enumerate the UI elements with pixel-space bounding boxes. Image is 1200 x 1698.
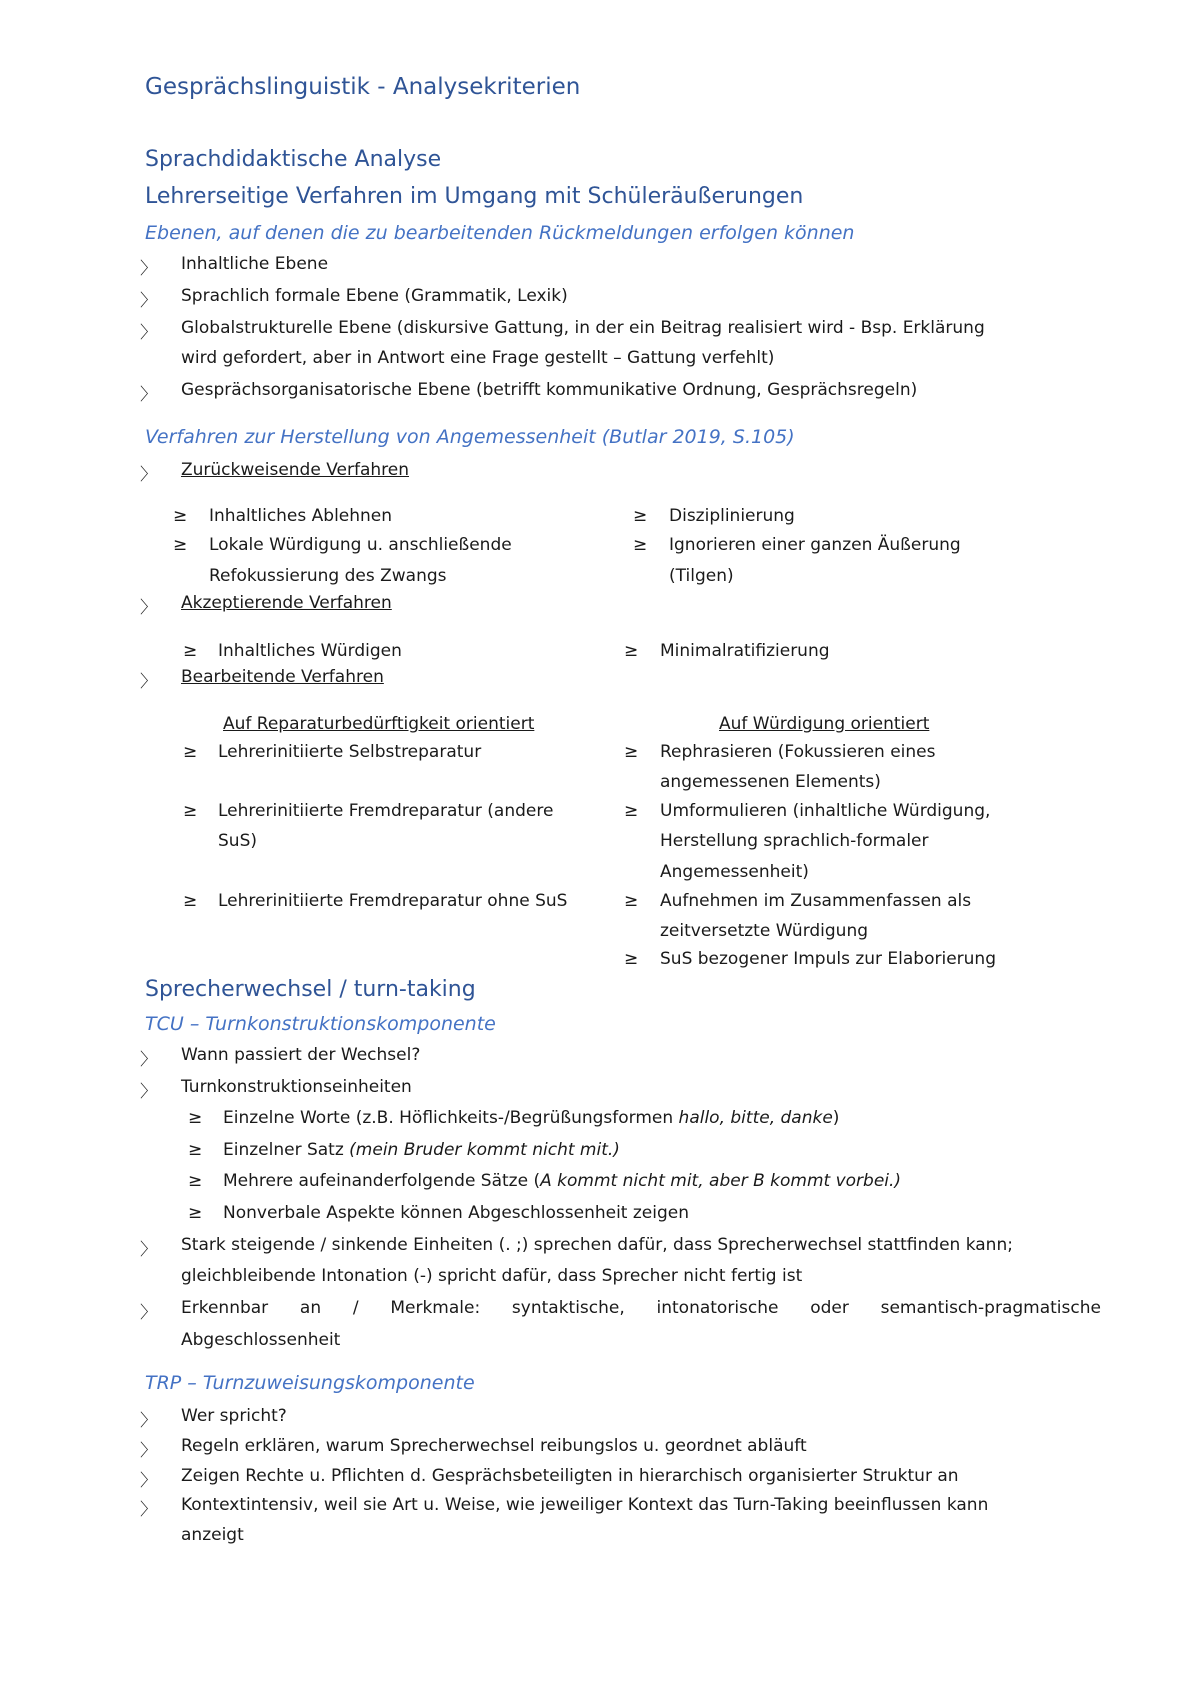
item-tail: )	[832, 1108, 840, 1128]
geq-bullet-icon: ≥	[183, 641, 198, 661]
geq-bullet-icon: ≥	[624, 742, 639, 762]
list-item-continuation: wird gefordert, aber in Antwort eine Frage gestellt – Gattung verfehlt)	[181, 348, 775, 368]
arrow-bullet-icon: 〉	[140, 1050, 157, 1070]
list-item-continuation: (Tilgen)	[669, 566, 734, 586]
geq-bullet-icon: ≥	[624, 641, 639, 661]
arrow-bullet-icon: 〉	[140, 465, 157, 485]
list-item: Regeln erklären, warum Sprecherwechsel reibungslos u. geordnet abläuft	[181, 1436, 807, 1456]
arrow-bullet-icon: 〉	[140, 1082, 157, 1102]
column-heading-reparatur: Auf Reparaturbedürftigkeit orientiert	[223, 714, 535, 734]
list-item: Lokale Würdigung u. anschließende	[209, 535, 512, 555]
word: semantisch-pragmatische	[880, 1298, 1101, 1318]
list-item: Wer spricht?	[181, 1406, 287, 1426]
item-example: (mein Bruder kommt nicht mit.)	[349, 1140, 620, 1160]
geq-bullet-icon: ≥	[188, 1108, 203, 1128]
heading-tcu: TCU – Turnkonstruktionskomponente	[145, 1013, 496, 1035]
list-item: Lehrerinitiierte Fremdreparatur (andere	[218, 801, 554, 821]
list-item	[223, 1140, 620, 1160]
arrow-bullet-icon: 〉	[140, 1240, 157, 1260]
word: Erkennbar	[181, 1298, 269, 1318]
list-item: Inhaltliches Würdigen	[218, 641, 402, 661]
heading-trp: TRP – Turnzuweisungskomponente	[145, 1372, 475, 1394]
word: intonatorische	[656, 1298, 779, 1318]
list-item: Nonverbale Aspekte können Abgeschlossenheit zeigen	[223, 1203, 690, 1223]
item-example: hallo, bitte, danke	[678, 1108, 833, 1128]
geq-bullet-icon: ≥	[183, 801, 198, 821]
label-zurueckweisende-verfahren: Zurückweisende Verfahren	[181, 460, 409, 480]
list-item	[223, 1171, 901, 1191]
geq-bullet-icon: ≥	[633, 535, 648, 555]
word: Merkmale:	[390, 1298, 481, 1318]
geq-bullet-icon: ≥	[624, 949, 639, 969]
arrow-bullet-icon: 〉	[140, 1471, 157, 1491]
list-item-justified	[181, 1298, 1101, 1318]
list-item: Rephrasieren (Fokussieren eines	[660, 742, 936, 762]
list-item: Aufnehmen im Zusammenfassen als	[660, 891, 972, 911]
list-item: Turnkonstruktionseinheiten	[181, 1077, 412, 1097]
list-item	[223, 1108, 839, 1128]
item-text: Mehrere aufeinanderfolgende Sätze (	[223, 1171, 541, 1191]
arrow-bullet-icon: 〉	[140, 291, 157, 311]
geq-bullet-icon: ≥	[188, 1171, 203, 1191]
list-item: Umformulieren (inhaltliche Würdigung,	[660, 801, 991, 821]
geq-bullet-icon: ≥	[183, 742, 198, 762]
arrow-bullet-icon: 〉	[140, 1411, 157, 1431]
item-text: Einzelne Worte (z.B. Höflichkeits-/Begrüßungsformen	[223, 1108, 679, 1128]
item-example: A kommt nicht mit, aber B kommt vorbei.)	[540, 1171, 902, 1191]
arrow-bullet-icon: 〉	[140, 672, 157, 692]
geq-bullet-icon: ≥	[624, 891, 639, 911]
list-item-continuation: Refokussierung des Zwangs	[209, 566, 447, 586]
list-item: Ignorieren einer ganzen Äußerung	[669, 535, 961, 555]
document-title: Gesprächslinguistik - Analysekriterien	[145, 74, 581, 100]
list-item-continuation: zeitversetzte Würdigung	[660, 921, 869, 941]
arrow-bullet-icon: 〉	[140, 385, 157, 405]
heading-verfahren-angemessenheit: Verfahren zur Herstellung von Angemessenheit (Butlar 2019, S.105)	[145, 426, 795, 448]
label-akzeptierende-verfahren: Akzeptierende Verfahren	[181, 593, 392, 613]
section-heading-sprecherwechsel: Sprecherwechsel / turn-taking	[145, 977, 476, 1002]
list-item-continuation: Herstellung sprachlich-formaler	[660, 831, 929, 851]
list-item-continuation: Angemessenheit)	[660, 862, 809, 882]
geq-bullet-icon: ≥	[183, 891, 198, 911]
word: oder	[810, 1298, 849, 1318]
list-item-continuation: anzeigt	[181, 1525, 244, 1545]
list-item: Sprachlich formale Ebene (Grammatik, Lexik)	[181, 286, 568, 306]
label-bearbeitende-verfahren: Bearbeitende Verfahren	[181, 667, 384, 687]
list-item-continuation: Abgeschlossenheit	[181, 1330, 341, 1350]
heading-ebenen: Ebenen, auf denen die zu bearbeitenden Rückmeldungen erfolgen können	[145, 222, 855, 244]
list-item-continuation: angemessenen Elements)	[660, 772, 881, 792]
list-item: SuS bezogener Impuls zur Elaborierung	[660, 949, 996, 969]
word: syntaktische,	[511, 1298, 625, 1318]
arrow-bullet-icon: 〉	[140, 259, 157, 279]
word: an	[299, 1298, 322, 1318]
list-item: Stark steigende / sinkende Einheiten (. ;) sprechen dafür, dass Sprecherwechsel stattfinden kann;	[181, 1235, 1013, 1255]
geq-bullet-icon: ≥	[173, 535, 188, 555]
list-item-continuation: gleichbleibende Intonation (-) spricht dafür, dass Sprecher nicht fertig ist	[181, 1266, 803, 1286]
list-item: Disziplinierung	[669, 506, 795, 526]
list-item: Inhaltliches Ablehnen	[209, 506, 393, 526]
geq-bullet-icon: ≥	[624, 801, 639, 821]
geq-bullet-icon: ≥	[633, 506, 648, 526]
section-heading-sprachdidaktik: Sprachdidaktische Analyse	[145, 147, 442, 172]
arrow-bullet-icon: 〉	[140, 323, 157, 343]
word: /	[352, 1298, 359, 1318]
list-item: Minimalratifizierung	[660, 641, 830, 661]
subheading-lehrerseitige-verfahren: Lehrerseitige Verfahren im Umgang mit Schüleräußerungen	[145, 184, 804, 209]
arrow-bullet-icon: 〉	[140, 1500, 157, 1520]
list-item-continuation: SuS)	[218, 831, 257, 851]
list-item: Lehrerinitiierte Fremdreparatur ohne SuS	[218, 891, 568, 911]
list-item: Wann passiert der Wechsel?	[181, 1045, 421, 1065]
list-item: Kontextintensiv, weil sie Art u. Weise, wie jeweiliger Kontext das Turn-Taking beeinflussen kann	[181, 1495, 989, 1515]
list-item: Globalstrukturelle Ebene (diskursive Gattung, in der ein Beitrag realisiert wird - Bsp. Erklärung	[181, 318, 985, 338]
arrow-bullet-icon: 〉	[140, 598, 157, 618]
arrow-bullet-icon: 〉	[140, 1303, 157, 1323]
column-heading-wuerdigung: Auf Würdigung orientiert	[719, 714, 930, 734]
item-text: Einzelner Satz	[223, 1140, 350, 1160]
list-item: Inhaltliche Ebene	[181, 254, 329, 274]
list-item: Lehrerinitiierte Selbstreparatur	[218, 742, 482, 762]
list-item: Zeigen Rechte u. Pflichten d. Gesprächsbeteiligten in hierarchisch organisierter Struktur an	[181, 1466, 959, 1486]
arrow-bullet-icon: 〉	[140, 1441, 157, 1461]
geq-bullet-icon: ≥	[188, 1140, 203, 1160]
geq-bullet-icon: ≥	[173, 506, 188, 526]
geq-bullet-icon: ≥	[188, 1203, 203, 1223]
list-item: Gesprächsorganisatorische Ebene (betrifft kommunikative Ordnung, Gesprächsregeln)	[181, 380, 918, 400]
